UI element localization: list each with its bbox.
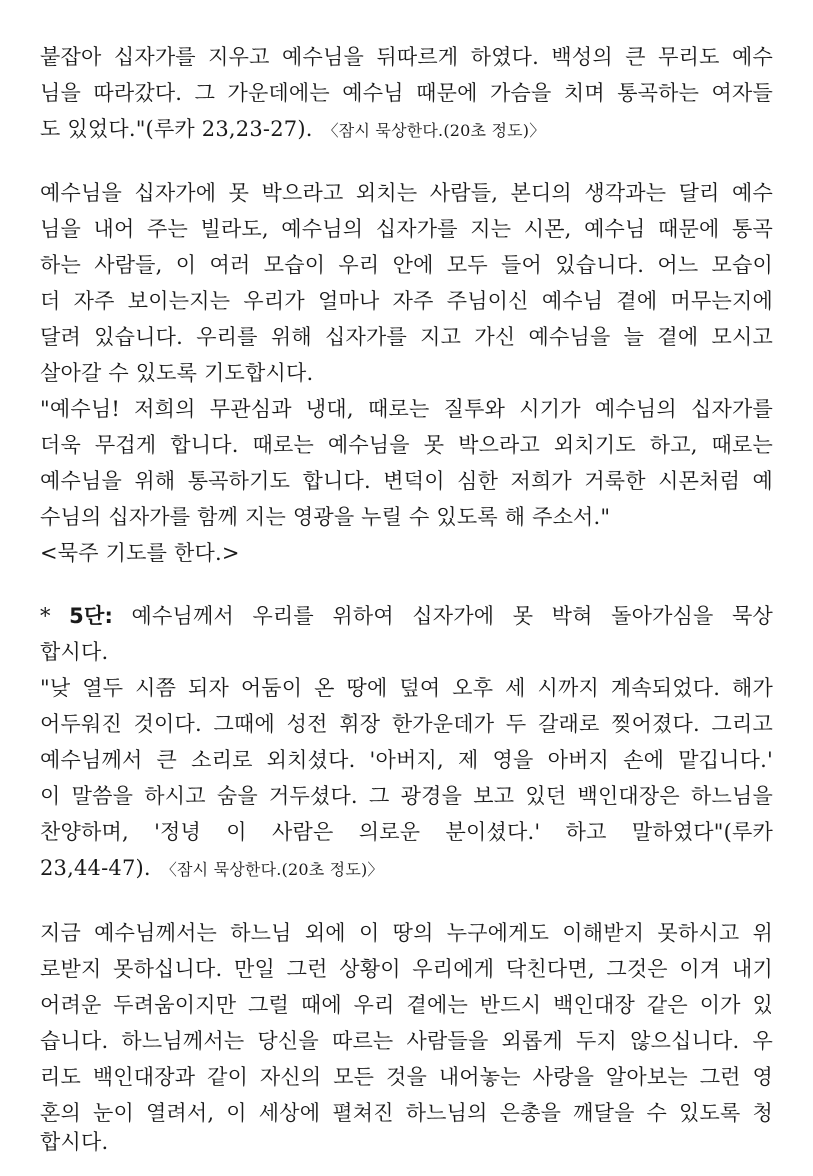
mystery-number: 5단: [69, 604, 114, 628]
text-line: 붙잡아 십자가를 지우고 예수님을 뒤따르게 하였다. 백성의 큰 무리도 예수 [40, 45, 773, 69]
text-line: 님을 따라갔다. 그 가운데에는 예수님 때문에 가슴을 치며 통곡하는 여자들 [40, 81, 773, 105]
prayer-line: 수님의 십자가를 함께 지는 영광을 누릴 수 있도록 해 주소서." [40, 505, 611, 529]
mystery-title: 예수님께서 우리를 위하여 십자가에 못 박혀 돌아가심을 묵상 [131, 604, 773, 628]
scripture-line: 이 말씀을 하시고 숨을 거두셨다. 그 광경을 보고 있던 백인대장은 하느님을 [40, 784, 773, 808]
text-line: 합시다. [40, 1130, 109, 1154]
text-line-content: 23,44-47). [40, 856, 151, 880]
scripture-line [40, 851, 773, 887]
mystery-heading [40, 599, 773, 633]
text-line: 리도 백인대장과 같이 자신의 모든 것을 내어놓는 사랑을 알아보는 그런 영 [40, 1065, 773, 1089]
text-line: 예수님을 십자가에 못 박으라고 외치는 사람들, 본디의 생각과는 달리 예수 [40, 181, 773, 205]
prayer-line: 더욱 무겁게 합니다. 때로는 예수님을 못 박으라고 외치기도 하고, 때로는 [40, 433, 773, 457]
scripture-line: 찬양하며, '정녕 이 사람은 의로운 분이셨다.' 하고 말하였다"(루카 [40, 820, 773, 844]
text-line: 습니다. 하느님께서는 당신을 따르는 사람들을 외롭게 두지 않으십니다. 우 [40, 1029, 773, 1053]
text-line-content: 도 있었다."(루카 23,23-27). [40, 117, 313, 141]
text-line: 살아갈 수 있도록 기도합시다. [40, 361, 314, 385]
bullet: * [40, 604, 51, 628]
text-line: 합시다. [40, 640, 109, 664]
rosary-instruction: <묵주 기도를 한다.> [40, 541, 240, 565]
meditation-note: 〈잠시 묵상한다.(20초 정도)〉 [160, 860, 384, 879]
text-line: 어려운 두려움이지만 그럴 때에 우리 곁에는 반드시 백인대장 같은 이가 있 [40, 993, 773, 1017]
text-line: 님을 내어 주는 빌라도, 예수님의 십자가를 지는 시몬, 예수님 때문에 통곡 [40, 217, 773, 241]
prayer-line: 예수님을 위해 통곡하기도 합니다. 변덕이 심한 저희가 거룩한 시몬처럼 예 [40, 469, 773, 493]
meditation-note: 〈잠시 묵상한다.(20초 정도)〉 [322, 121, 546, 140]
text-line [40, 112, 773, 148]
text-line: 로받지 못하십니다. 만일 그런 상황이 우리에게 닥친다면, 그것은 이겨 내기 [40, 957, 773, 981]
scripture-line: 어두워진 것이다. 그때에 성전 휘장 한가운데가 두 갈래로 찢어졌다. 그리고 [40, 712, 773, 736]
scripture-line: 예수님께서 큰 소리로 외치셨다. '아버지, 제 영을 아버지 손에 맡깁니다.' [40, 748, 773, 772]
text-line: 더 자주 보이는지는 우리가 얼마나 자주 주님이신 예수님 곁에 머무는지에 [40, 289, 773, 313]
text-line: 혼의 눈이 열려서, 이 세상에 펼쳐진 하느님의 은총을 깨달을 수 있도록 청 [40, 1101, 773, 1125]
prayer-line: "예수님! 저희의 무관심과 냉대, 때로는 질투와 시기가 예수님의 십자가를 [40, 397, 773, 421]
text-line: 지금 예수님께서는 하느님 외에 이 땅의 누구에게도 이해받지 못하시고 위 [40, 921, 773, 945]
scripture-line: "낮 열두 시쯤 되자 어둠이 온 땅에 덮여 오후 세 시까지 계속되었다. 해가 [40, 676, 773, 700]
text-line: 달려 있습니다. 우리를 위해 십자가를 지고 가신 예수님을 늘 곁에 모시고 [40, 325, 773, 349]
text-line: 하는 사람들, 이 여러 모습이 우리 안에 모두 들어 있습니다. 어느 모습이 [40, 253, 773, 277]
